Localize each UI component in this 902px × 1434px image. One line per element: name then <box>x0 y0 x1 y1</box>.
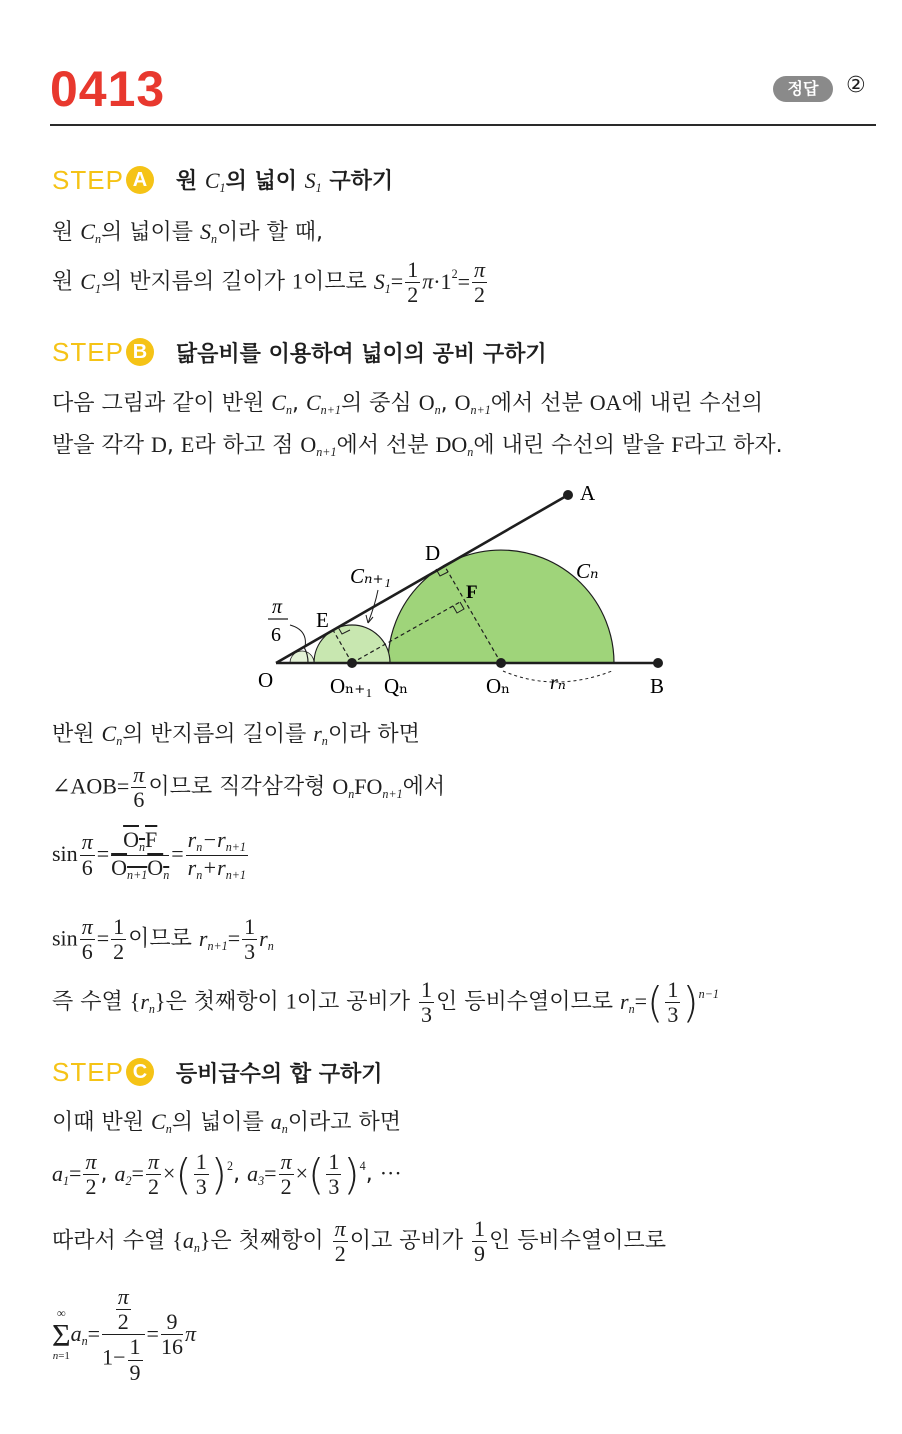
step-b-heading <box>52 335 547 369</box>
label-d: D <box>425 541 441 565</box>
text-line-b3: 반원 $C_n$의 반지름의 길이를 $r_n$이라 하면 <box>52 721 420 749</box>
label-angle-den: 6 <box>271 624 281 646</box>
step-label: STEP <box>52 336 124 367</box>
text-line-b2: 발을 각각 D, E라 하고 점 $O_{n+1}$에서 선분 $DO_n$에 내린 수선의 발을 F라고 하자. <box>52 432 783 460</box>
step-title: 닮음비를 이용하여 넓이의 공비 구하기 <box>175 341 547 367</box>
point-b <box>653 658 663 668</box>
label-rn: rₙ <box>550 672 566 694</box>
angle-pointer <box>290 625 305 647</box>
label-e: E <box>316 608 329 632</box>
step-a-heading <box>52 163 393 197</box>
label-o: O <box>258 668 274 692</box>
step-letter-badge: B <box>126 338 154 366</box>
text-line-c2: $a_1=$ $\frac{\pi}{2}$ , $a_2=$ $\frac{\pi}{2}$ ×( $\frac{1}{3}$ )$^2$, $a_3=$ $\frac{\pi}{2}$ ×( $\frac{1}{3}$ )$^4$, ··· <box>52 1149 402 1200</box>
label-on1: Oₙ₊₁ <box>330 674 373 698</box>
label-b: B <box>650 674 665 698</box>
step-title: 원 $C_1$의 넓이 $S_1$ 구하기 <box>175 167 394 196</box>
text-line-b4: ∠AOB= $\frac{\pi}{6}$ 이므로 직각삼각형 $O_nFO_{n+1}$에서 <box>52 762 446 813</box>
label-cn: Cₙ <box>576 559 599 583</box>
label-angle-num: π <box>272 596 283 618</box>
text-line-b7: 즉 수열 $\{r_n\}$은 첫째항이 1이고 공비가 $\frac{1}{3}$ 인 등비수열이므로 $r_n=$( $\frac{1}{3}$ )$^{n-1}$ <box>52 977 719 1028</box>
text-line-c4: ∞ Σ n=1 $a_n=$ $\frac{\pi}{2}$ 1− $\frac{1}{9}$ = $\frac{9}{16}$ π <box>52 1284 196 1385</box>
problem-number: 0413 <box>50 61 166 117</box>
step-letter-badge: A <box>126 166 154 194</box>
text-line-c1: 이때 반원 $C_n$의 넓이를 $a_n$이라고 하면 <box>52 1109 402 1137</box>
label-on: Oₙ <box>486 674 511 698</box>
sigma-symbol: ∞ Σ n=1 <box>52 1306 71 1363</box>
header-divider <box>50 124 876 126</box>
label-a: A <box>580 481 596 505</box>
semicircle-figure <box>250 475 690 710</box>
point-a <box>563 490 573 500</box>
label-cn1: Cₙ₊₁ <box>350 564 391 588</box>
step-label: STEP <box>52 1056 124 1087</box>
text-line-b5: sin $\frac{\pi}{6}$ = $\frac{O_nF}{O_{n+1}O_n}$ = $\frac{r_n-r_{n+1}}{r_n+r_{n+1}}$ <box>52 827 246 882</box>
step-letter-badge: C <box>126 1058 154 1086</box>
text-line-b1: 다음 그림과 같이 반원 $C_n$, $C_{n+1}$의 중심 $O_n$, $O_{n+1}$에서 선분 OA에 내린 수선의 <box>52 390 764 418</box>
text-line-b6: sin $\frac{\pi}{6}$ = $\frac{1}{2}$ 이므로 $r_{n+1}=$ $\frac{1}{3}$ $r_n$ <box>52 914 274 965</box>
label-f: F <box>466 582 478 603</box>
step-title: 등비급수의 합 구하기 <box>175 1061 383 1087</box>
point-on <box>496 658 506 668</box>
answer-badge: 정답 <box>773 76 833 102</box>
point-on1 <box>347 658 357 668</box>
text-line-c3: 따라서 수열 $\{a_n\}$은 첫째항이 $\frac{\pi}{2}$ 이고 공비가 $\frac{1}{9}$ 인 등비수열이므로 <box>52 1216 666 1267</box>
text-line-a1: 원 $C_n$의 넓이를 $S_n$이라 할 때, <box>52 219 324 247</box>
label-qn: Qₙ <box>384 674 409 698</box>
answer-value: ② <box>846 73 866 98</box>
text-line-a2: 원 $C_1$의 반지름의 길이가 1이므로 $S_1=$ $\frac{1}{2}$ $\pi\cdot 1^2=$ $\frac{\pi}{2}$ <box>52 257 486 308</box>
step-c-heading <box>52 1055 383 1089</box>
step-label: STEP <box>52 164 124 195</box>
